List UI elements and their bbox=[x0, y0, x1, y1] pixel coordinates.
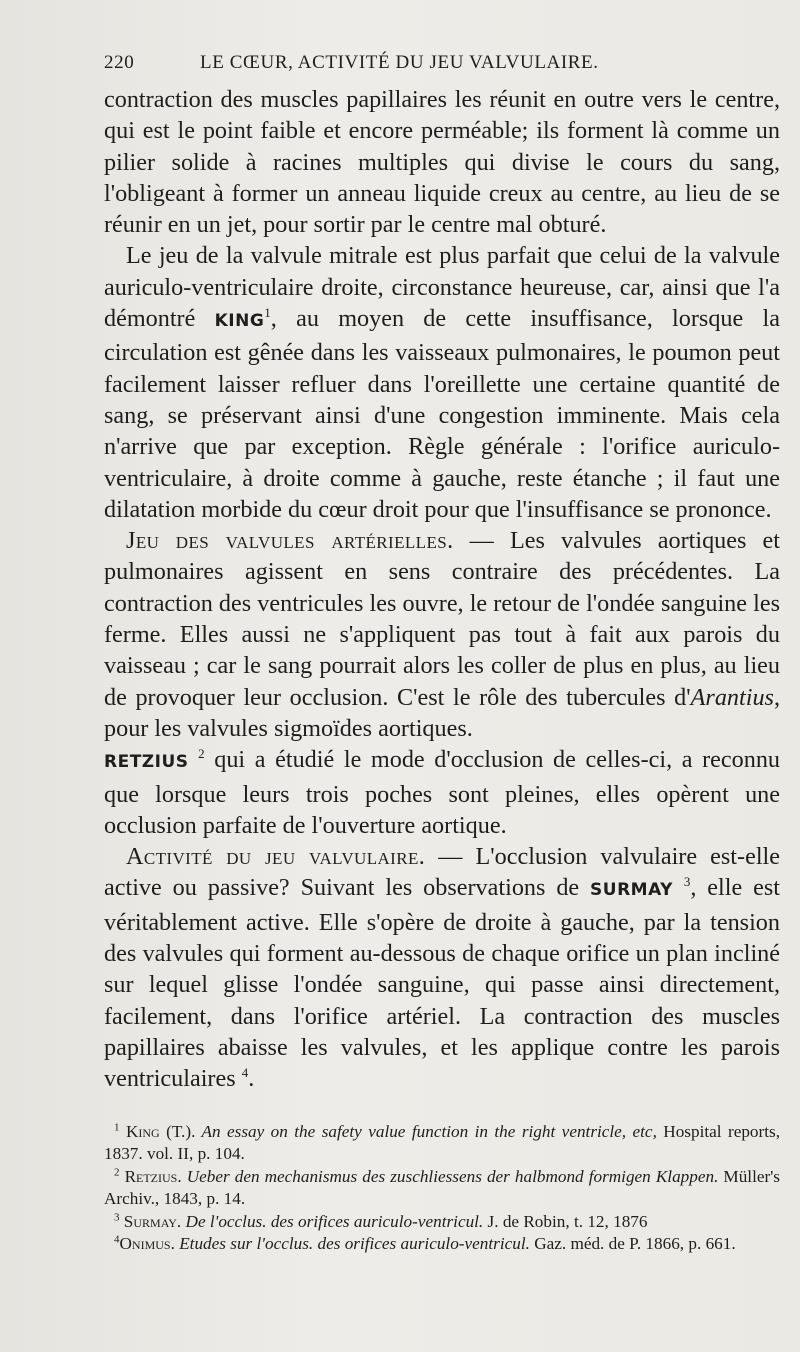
footnote-ref-3: 3 bbox=[683, 874, 691, 890]
running-title: LE CŒUR, ACTIVITÉ DU JEU VALVULAIRE. bbox=[200, 52, 599, 73]
footnote-2: $^2$ Retzius. Ueber den mechanismus des zuschliessens der halbmond formigen Klappen. Müller's Archiv., 1843, p. 14. bbox=[104, 1165, 780, 1208]
author-king: KING bbox=[214, 311, 265, 332]
footnote-ref-4: 4 bbox=[241, 1065, 249, 1081]
footnotes bbox=[104, 1121, 780, 1256]
running-head bbox=[104, 52, 780, 74]
paragraph-2: Le jeu de la valvule mitrale est plus parfait que celui de la valvule auriculo-ventriculaire droite, circonstance heureuse, car, ainsi que l'a démontré KING$^1$, au moyen de cette insuffisance, lorsque la circulation est gênée dans les vaisseaux pulmonaires, le poumon peut facilement laisser refluer dans l'oreillette une certaine quantité de sang, se préservant ainsi d'une congestion imminente. Mais cela n'arrive que par exception. Règle générale : l'orifice auriculo-ventriculaire, à droite comme à gauche, reste étanche ; il faut une dilatation morbide du cœur droit pour que l'insuffisance se prononce. bbox=[104, 242, 780, 523]
arantius-italic: Arantius bbox=[690, 683, 774, 711]
author-surmay: SURMAY bbox=[590, 880, 673, 901]
paragraph-4: RETZIUS $^2$ qui a étudié le mode d'occlusion de celles-ci, a reconnu que lorsque leurs trois poches sont pleines, elles opèrent une occlusion parfaite de l'ouverture aortique. bbox=[104, 746, 780, 839]
section-heading-arterial-valves: Jeu des valvules artérielles. bbox=[126, 527, 454, 555]
footnote-4: $^4$Onimus. Etudes sur l'occlus. des orifices auriculo-ventricul. Gaz. méd. de P. 1866, p. 661. bbox=[114, 1233, 736, 1253]
author-retzius: RETZIUS bbox=[104, 752, 189, 773]
footnote-3: $^3$ Surmay. De l'occlus. des orifices auriculo-ventricul. J. de Robin, t. 12, 1876 bbox=[114, 1210, 648, 1231]
footnote-ref-2: 2 bbox=[198, 746, 205, 762]
section-heading-valvular-activity: Activité du jeu valvulaire. bbox=[126, 843, 426, 871]
paragraph-1: contraction des muscles papillaires les réunit en outre vers le centre, qui est le point faible et encore perméable; ils forment là comme un pilier solide à racines multiples qui divise le cours du sang, l'obligeant à former un anneau liquide creux au centre, au lieu de se réunir en un jet, pour sortir par le centre mal obturé. bbox=[104, 86, 780, 239]
paragraph-5: Activité du jeu valvulaire. — L'occlusion valvulaire est-elle active ou passive? Suivant les observations de SURMAY $^3$, elle est véritablement active. Elle s'opère de droite à gauche, par la tension des valvules qui forment au-dessous de chaque orifice un plan incliné sur lequel glisse l'ondée sanguine, qui passe ainsi directement, facilement, dans l'orifice artériel. La contraction des muscles papillaires abaisse les valvules, et les applique contre les parois ventriculaires $^4$. bbox=[104, 843, 780, 1093]
footnote-1: $^1$ King (T.). An essay on the safety value function in the right ventricle, etc, Hospital reports, 1837. vol. II, p. 104. bbox=[104, 1120, 780, 1163]
body-text bbox=[104, 84, 780, 1095]
footnote-ref-1: 1 bbox=[264, 305, 271, 321]
page-number: 220 bbox=[104, 52, 135, 73]
paragraph-3: Jeu des valvules artérielles. — Les valvules aortiques et pulmonaires agissent en sens contraire des précédentes. La contraction des ventricules les ouvre, le retour de l'ondée sanguine les ferme. Elles aussi ne s'appliquent pas tout à fait aux parois du vaisseau ; car le sang pourrait alors les coller de plus en plus, au lieu de provoquer leur occlusion. C'est le rôle des tubercules d'Arantius, pour les valvules sigmoïdes aortiques. bbox=[104, 527, 780, 742]
